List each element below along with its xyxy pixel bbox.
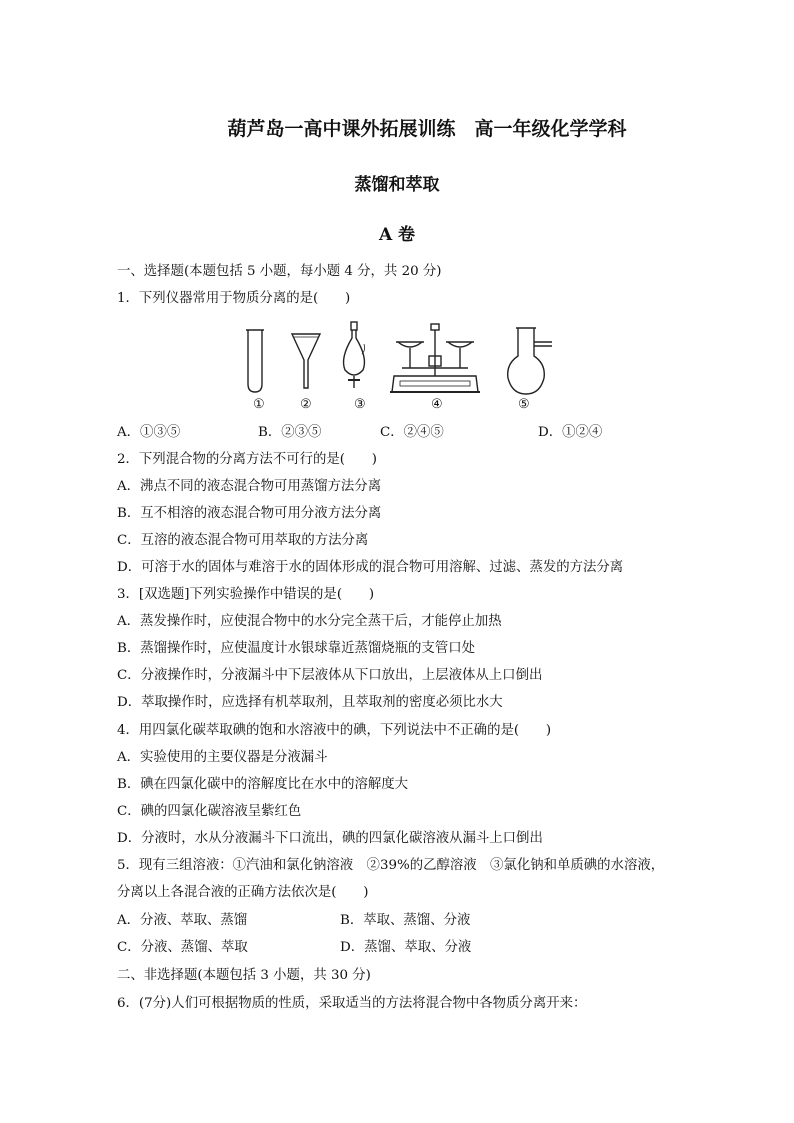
q6-stem: 6．(7分)人们可根据物质的性质，采取适当的方法将混合物中各物质分离开来：: [117, 996, 587, 1011]
figure-label-3: ③: [354, 397, 366, 412]
document-subtitle: 蒸馏和萃取: [354, 175, 440, 195]
figure-label-5: ⑤: [518, 397, 530, 412]
figure-label-1: ①: [253, 397, 265, 412]
q4-option-d: D．分液时，水从分液漏斗下口流出，碘的四氯化碳溶液从漏斗上口倒出: [117, 831, 543, 846]
q1-option-b: B．②③⑤: [258, 425, 322, 440]
q4-option-a: A．实验使用的主要仪器是分液漏斗: [117, 750, 328, 765]
q1-option-a: A．①③⑤: [117, 425, 181, 440]
figure-label-4: ④: [431, 397, 443, 412]
section-heading-2: 二、非选择题(本题包括 3 小题，共 30 分): [117, 968, 371, 983]
separatory-funnel-icon: [344, 322, 365, 388]
q3-option-d: D．萃取操作时，应选择有机萃取剂，且萃取剂的密度必须比水大: [117, 695, 503, 710]
volume-label: A 卷: [378, 225, 416, 245]
q2-option-b: B．互不相溶的液态混合物可用分液方法分离: [117, 506, 382, 521]
section-heading-1: 一、选择题(本题包括 5 小题，每小题 4 分，共 20 分): [117, 264, 442, 279]
q4-stem: 4．用四氯化碳萃取碘的饱和水溶液中的碘，下列说法中不正确的是( ): [117, 723, 552, 738]
q1-option-c: C．②④⑤: [380, 425, 444, 440]
q2-option-a: A．沸点不同的液态混合物可用蒸馏方法分离: [117, 479, 382, 494]
q5-stem-line1: 5．现有三组溶液：①汽油和氯化钠溶液 ②39%的乙醇溶液 ③氯化钠和单质碘的水溶液，: [117, 858, 665, 873]
q1-stem: 1．下列仪器常用于物质分离的是( ): [117, 291, 351, 306]
q5-option-a: A．分液、萃取、蒸馏: [117, 913, 248, 928]
q3-option-c: C．分液操作时，分液漏斗中下层液体从下口放出，上层液体从上口倒出: [117, 668, 543, 683]
q2-stem: 2．下列混合物的分离方法不可行的是( ): [117, 452, 377, 467]
q5-option-c: C．分液、蒸馏、萃取: [117, 940, 248, 955]
q3-option-a: A．蒸发操作时，应使混合物中的水分完全蒸干后，才能停止加热: [117, 614, 502, 629]
q5-option-b: B．萃取、蒸馏、分液: [340, 913, 471, 928]
apparatus-figure: [240, 318, 560, 414]
q1-option-d: D．①②④: [538, 425, 603, 440]
q5-option-d: D．蒸馏、萃取、分液: [340, 940, 472, 955]
test-tube-icon: [246, 330, 264, 392]
document-title: 葫芦岛一高中课外拓展训练 高一年级化学学科: [227, 118, 627, 140]
distillation-flask-icon: [508, 328, 552, 394]
funnel-icon: [292, 334, 320, 388]
q5-stem-line2: 分离以上各混合液的正确方法依次是( ): [117, 885, 369, 900]
figure-label-2: ②: [300, 397, 312, 412]
q3-stem: 3．[双选题]下列实验操作中错误的是( ): [117, 587, 375, 602]
balance-icon: [390, 324, 480, 392]
q3-option-b: B．蒸馏操作时，应使温度计水银球靠近蒸馏烧瓶的支管口处: [117, 641, 475, 656]
q2-option-d: D．可溶于水的固体与难溶于水的固体形成的混合物可用溶解、过滤、蒸发的方法分离: [117, 560, 624, 575]
q2-option-c: C．互溶的液态混合物可用萃取的方法分离: [117, 533, 369, 548]
q4-option-c: C．碘的四氯化碳溶液呈紫红色: [117, 804, 302, 819]
q4-option-b: B．碘在四氯化碳中的溶解度比在水中的溶解度大: [117, 777, 409, 792]
